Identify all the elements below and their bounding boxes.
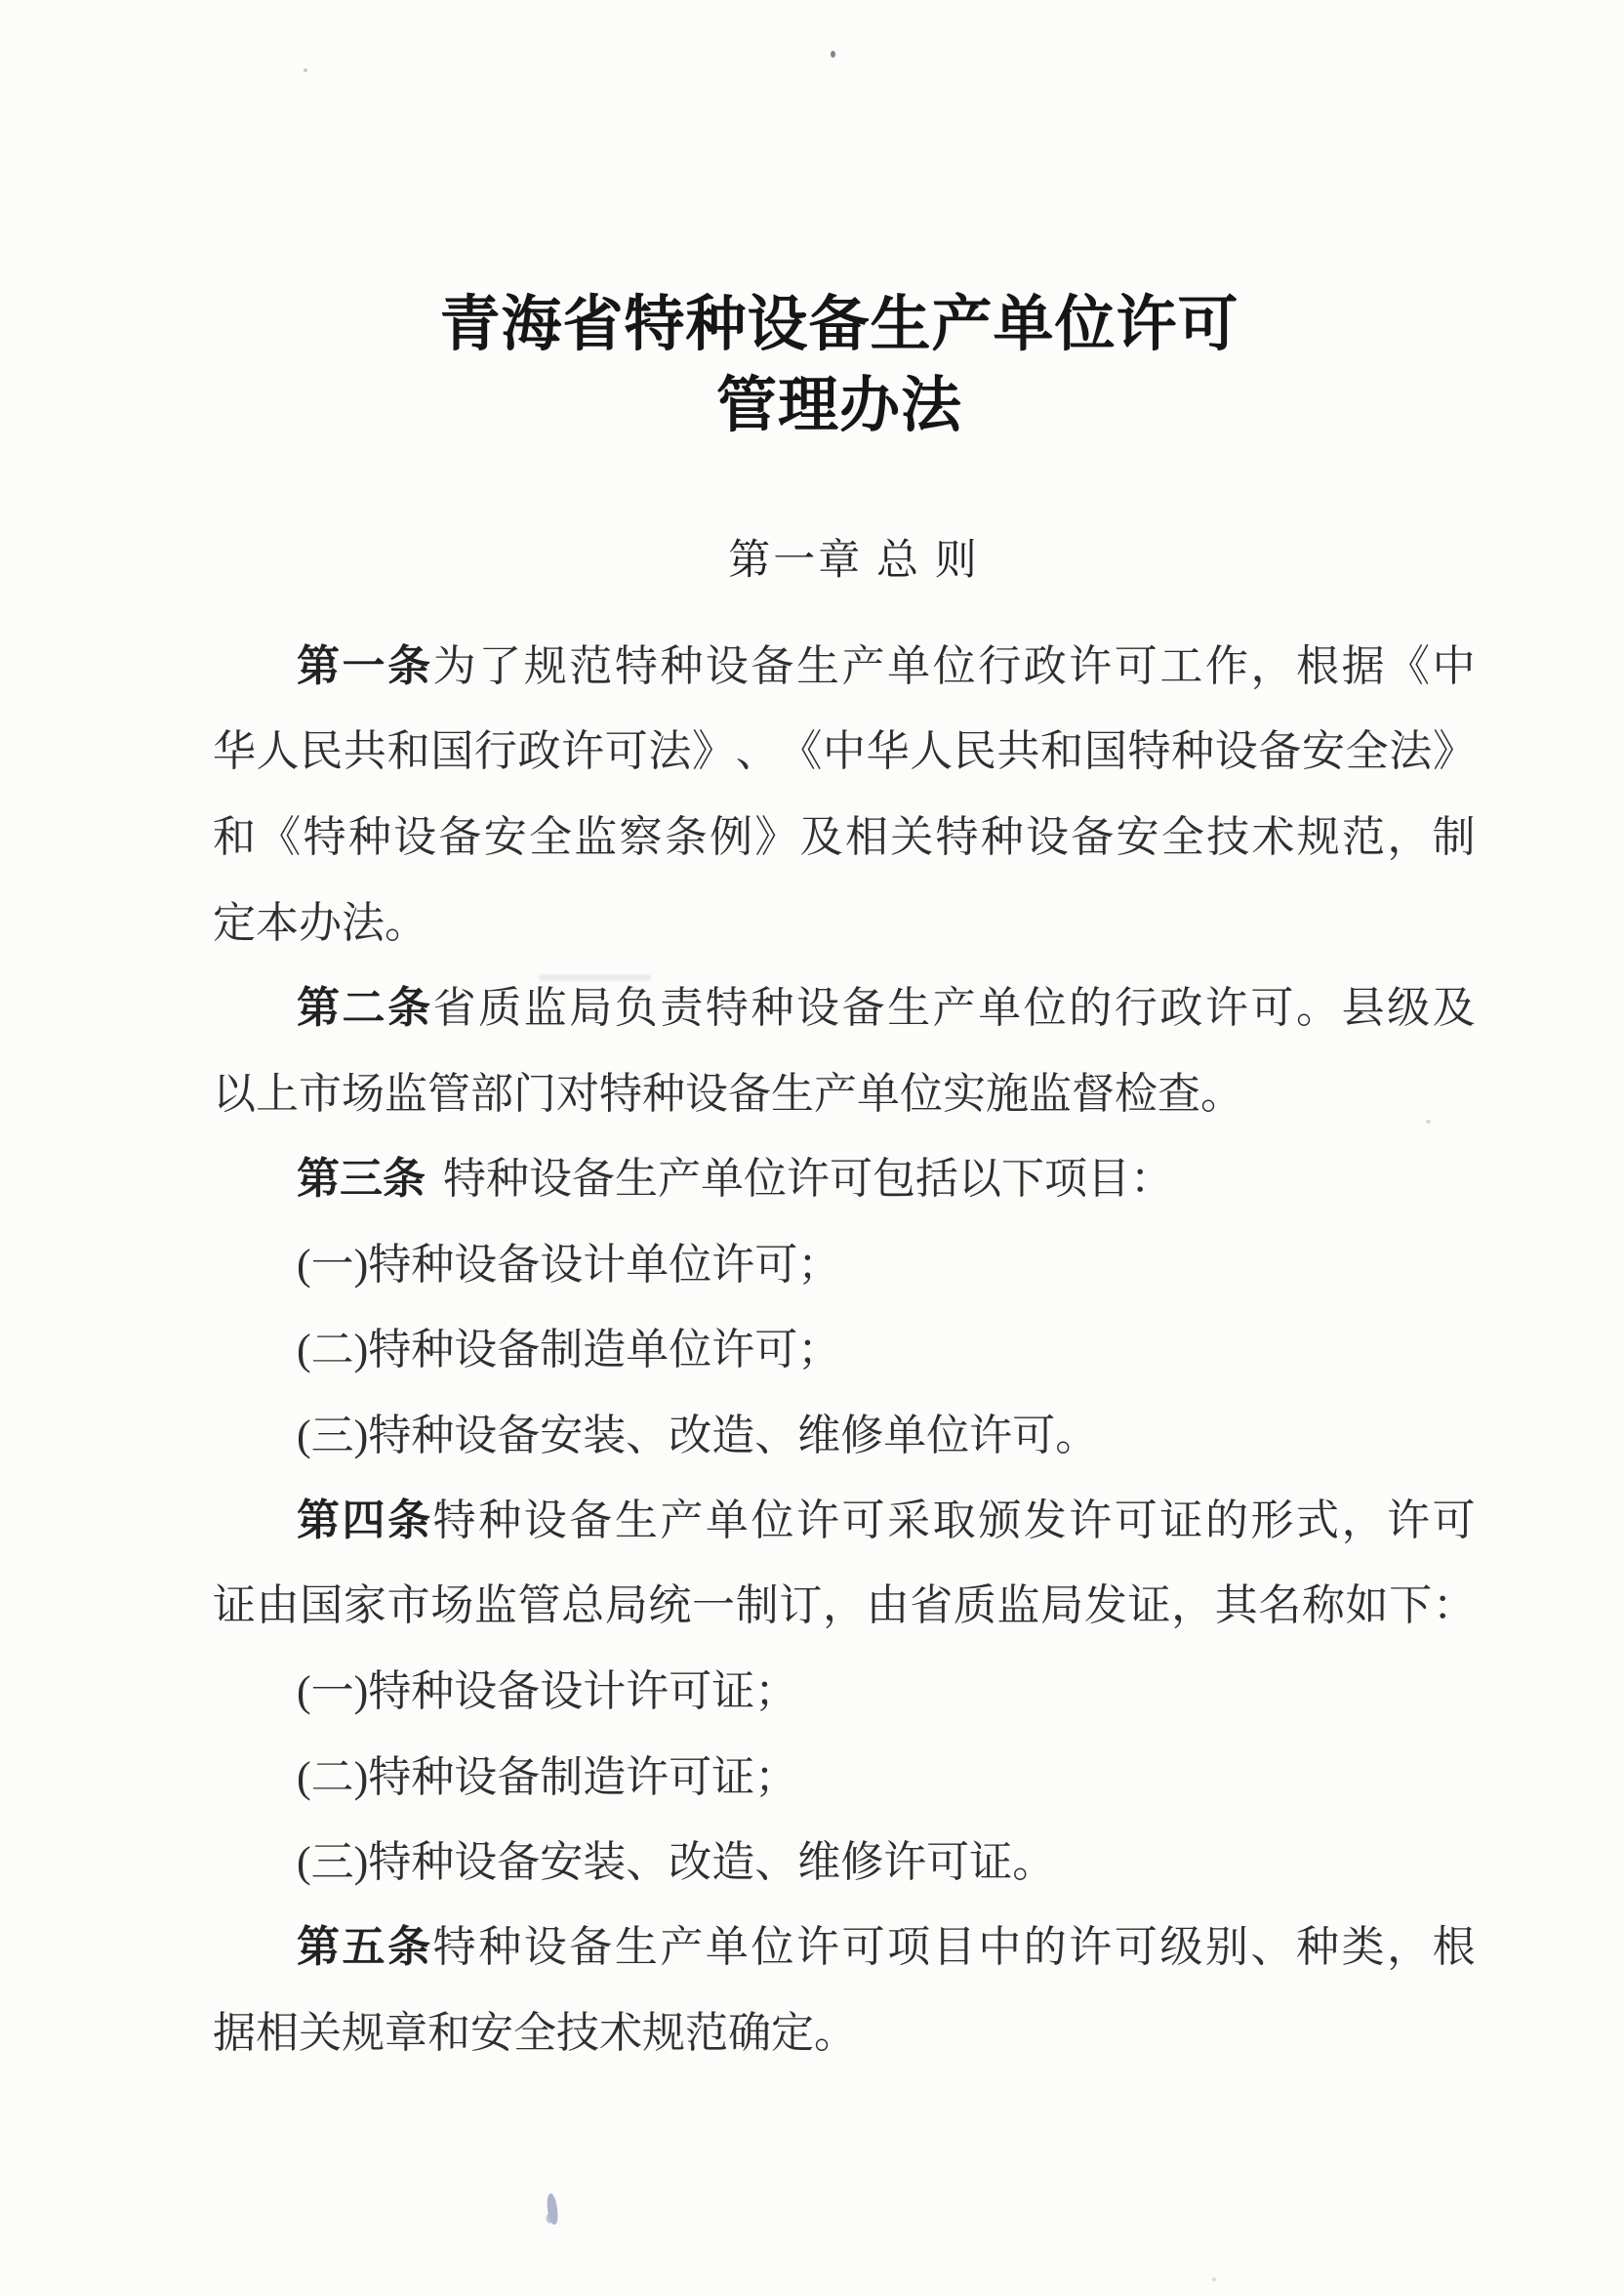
article-number-char: 第 [297,641,340,690]
article-number-char: 五 [342,1923,386,1972]
body-line: 证 由 国 家 市 场 监 管 总 局 统 一 制 订 ， 由 省 质 监 局 发 证 ， 其 名 称 如 下 ： [213,1581,1476,1630]
line-text: 以上市场监管部门对特种设备生产单位实施监督检查。 [213,1069,1243,1118]
body-line [213,1649,1476,1735]
article-number-char: 条 [387,1923,431,1972]
line-text: 据相关规章和安全技术规范确定。 [213,2009,857,2057]
article-number-char: 二 [342,983,386,1032]
body-line: 和 《 特 种 设 备 安 全 监 察 条 例 》 及 相 关 特 种 设 备 安 全 技 术 规 范 ， 制 [213,812,1476,861]
line-text: (一)特种设备设计许可证； [297,1667,798,1715]
article-number-char: 条 [387,641,431,690]
line-text: 定本办法。 [213,898,427,947]
body-line-article: 第 一 条 为 了 规 范 特 种 设 备 生 产 单 位 行 政 许 可 工 作 ， 根 据 《 中 [297,641,1476,690]
body-line-article [213,1136,1476,1222]
document-title [27,284,1624,446]
body-line [213,1222,1476,1308]
line-text: (二)特种设备制造单位许可； [297,1326,841,1374]
body-line-article: 第 二 条 省 质 监 局 负 责 特 种 设 备 生 产 单 位 的 行 政 许 可 。 县 级 及 [297,983,1476,1032]
article-number-char: 条 [387,1496,431,1544]
document-body [213,624,1476,2076]
scan-speck [1212,2277,1216,2281]
line-text: 特种设备生产单位许可包括以下项目： [443,1155,1173,1203]
body-line [213,1307,1476,1393]
ink-blot-artifact [545,2193,559,2225]
line-text: (三)特种设备安装、改造、维修许可证。 [297,1838,1056,1886]
article-number: 第三条 [297,1155,426,1203]
body-line-article: 第 四 条 特 种 设 备 生 产 单 位 许 可 采 取 颁 发 许 可 证 的 形 式 ， 许 可 [297,1496,1476,1544]
article-number-char: 条 [387,983,431,1032]
article-number-char: 第 [297,1923,340,1972]
scan-speck [831,51,835,58]
body-line [213,1051,1476,1137]
scan-speck [304,68,307,72]
body-line: 华 人 民 共 和 国 行 政 许 可 法 》 、 《 中 华 人 民 共 和 国 特 种 设 备 安 全 法 》 [213,727,1476,776]
line-text: (二)特种设备制造许可证； [297,1752,798,1801]
article-number-char: 四 [342,1496,386,1544]
document-title-line-1: 青海省特种设备生产单位许可 [439,291,1239,358]
body-line [213,1990,1476,2076]
line-text: (三)特种设备安装、改造、维修单位许可。 [297,1411,1099,1459]
chapter-heading: 第一章 总 则 [728,538,980,584]
line-text: (一)特种设备设计单位许可； [297,1240,841,1289]
body-line [213,1820,1476,1906]
document-title-line-2: 管理办法 [715,372,962,439]
scan-speck [1426,1120,1431,1124]
article-number-char: 一 [342,641,386,690]
body-line [213,1393,1476,1479]
body-line [213,1735,1476,1821]
body-line-article: 第 五 条 特 种 设 备 生 产 单 位 许 可 项 目 中 的 许 可 级 别 、 种 类 ， 根 [297,1923,1476,1972]
scan-smudge [539,974,651,981]
article-number-char: 第 [297,1496,340,1544]
article-number-char: 第 [297,983,340,1032]
body-line [213,881,1476,966]
